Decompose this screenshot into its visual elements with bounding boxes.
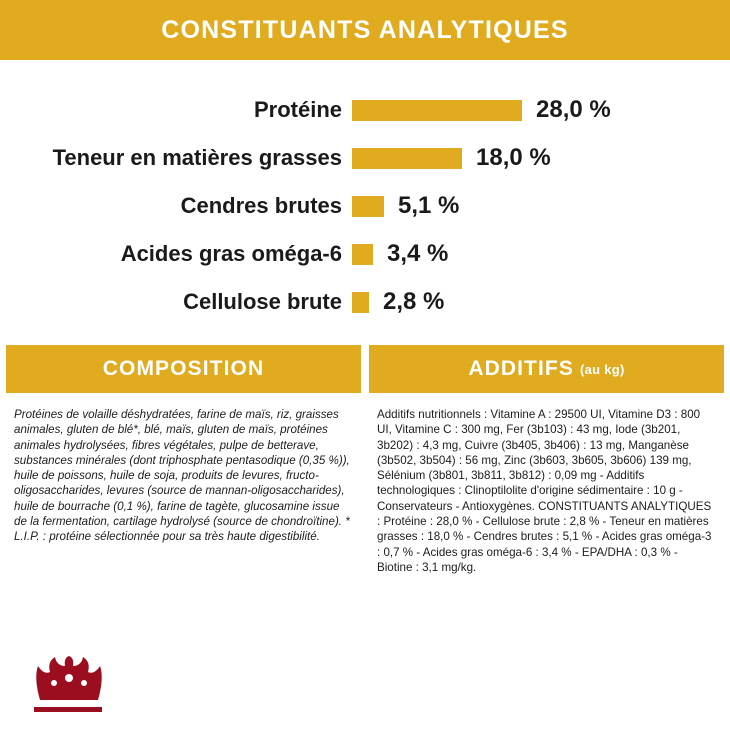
additives-panel-title: ADDITIFS [468, 357, 574, 380]
chart-bar-wrap [352, 192, 459, 220]
chart-row [0, 182, 730, 230]
chart-bar-wrap [352, 240, 448, 268]
chart-bar-wrap [352, 144, 551, 172]
chart-value-label: 5,1 % [398, 192, 460, 219]
chart-value-label: 18,0 % [476, 144, 551, 171]
chart-row [0, 86, 730, 134]
chart-value-label: 2,8 % [383, 288, 445, 315]
chart-value-label: 28,0 % [536, 96, 611, 123]
analytical-constituents-chart [0, 60, 730, 335]
chart-value-label: 3,4 % [387, 240, 449, 267]
chart-bar [352, 292, 369, 313]
composition-panel-text: Protéines de volaille déshydratées, farine de maïs, riz, graisses animales, gluten de blé*, blé, maïs, gluten de maïs, protéines animales hydrolysées, fibres végétales, pulpe de betterave, substances minérales (dont triphosphate pentasodique (0,35 %)), huile de poissons, huile de soja, produits de levures, fructo-oligosaccharides, levures (source de mannan-oligosaccharides), huile de bourrache (0,1 %), farine de tagète, glucosamine issue de la fermentation, cartilage hydrolysé (source de chondroïtine). * L.I.P. : protéine sélectionnée pour sa très haute digestibilité. [14, 408, 350, 544]
chart-bar [352, 100, 522, 121]
royal-canin-logo [34, 656, 106, 714]
composition-panel [6, 345, 361, 575]
chart-category-label: Cellulose brute [183, 289, 342, 314]
composition-panel-title: COMPOSITION [102, 357, 265, 380]
chart-bar-wrap [352, 288, 444, 316]
info-panels [0, 345, 730, 575]
chart-row [0, 134, 730, 182]
logo-underline [34, 707, 102, 712]
chart-category-label: Teneur en matières grasses [52, 145, 342, 170]
chart-bar [352, 196, 384, 217]
additives-panel [369, 345, 724, 575]
chart-category-label: Protéine [253, 97, 342, 122]
additives-panel-text: Additifs nutritionnels : Vitamine A : 29500 UI, Vitamine D3 : 800 UI, Vitamine C : 300 mg, Fer (3b103) : 43 mg, Iode (3b201, 3b202) : 4,3 mg, Cuivre (3b405, 3b406) : 13 mg, Manganèse (3b502, 3b504) : 56 mg, Zinc (3b603, 3b605, 3b606) 139 mg, Sélénium (3b801, 3b811, 3b812) : 0,09 mg - Additifs technologiques : Clinoptilolite d'origine sédimentaire : 10 g - Conservateurs - Antioxygènes. CONSTITUANTS ANALYTIQUES : Protéine : 28,0 % - Cellulose brute : 2,8 % - Teneur en matières grasses : 18,0 % - Cendres brutes : 5,1 % - Acides gras oméga-3 : 0,7 % - Acides gras oméga-6 : 3,4 % - EPA/DHA : 0,3 % - Biotine : 3,1 mg/kg. [377, 408, 712, 574]
chart-bar [352, 148, 462, 169]
composition-panel-header [6, 345, 361, 393]
chart-category-label: Cendres brutes [180, 193, 342, 218]
crown-icon [34, 656, 104, 704]
chart-bar [352, 244, 373, 265]
chart-row [0, 278, 730, 326]
chart-row [0, 230, 730, 278]
additives-panel-header [369, 345, 724, 393]
additives-panel-subtitle: (au kg) [579, 361, 625, 377]
page-title: CONSTITUANTS ANALYTIQUES [161, 15, 569, 44]
chart-category-label: Acides gras oméga-6 [120, 241, 342, 266]
analytical-constituents-banner [0, 0, 730, 60]
chart-bar-wrap [352, 96, 611, 124]
